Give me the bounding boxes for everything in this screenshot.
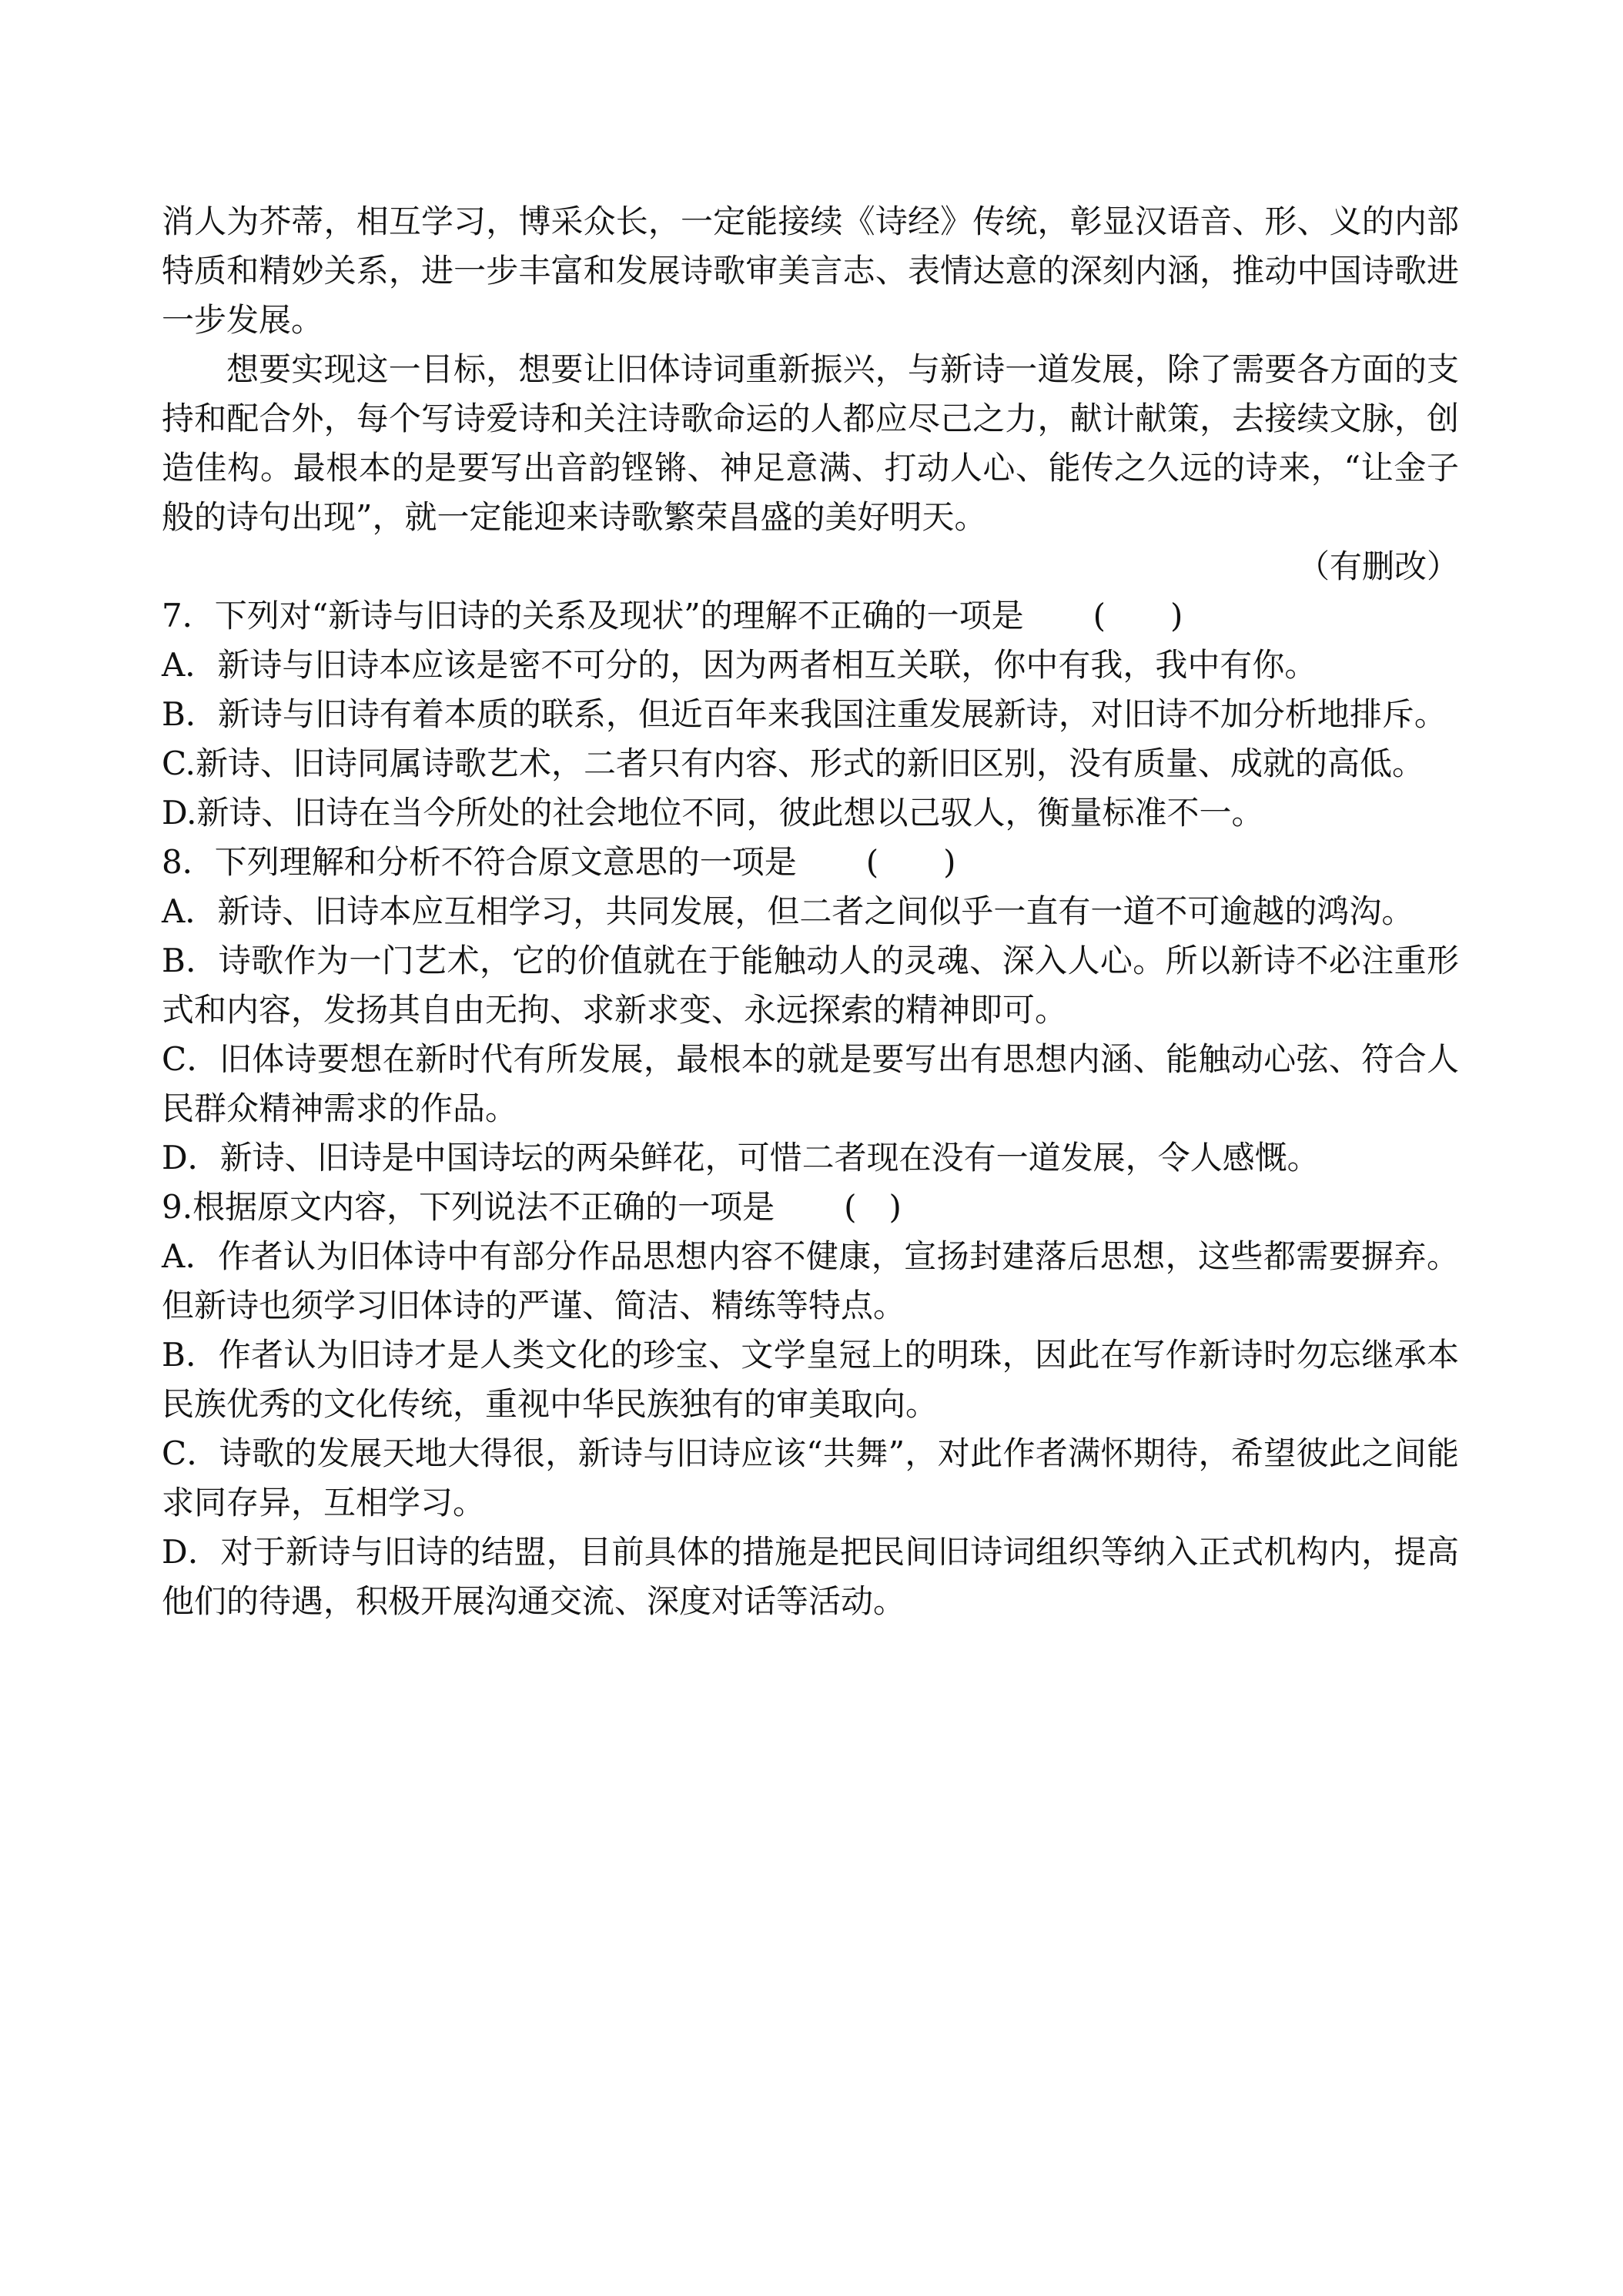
question-stem: [162, 591, 1459, 641]
page-content: [162, 197, 1459, 1626]
option-c: C．诗歌的发展天地大得很，新诗与旧诗应该“共舞”，对此作者满怀期待，希望彼此之间能求同存异，互相学习。: [162, 1434, 1459, 1521]
answer-paren: ( ): [865, 843, 956, 881]
question-stem-text: 7．下列对“新诗与旧诗的关系及现状”的理解不正确的一项是: [162, 597, 1024, 634]
option-c: C.新诗、旧诗同属诗歌艺术，二者只有内容、形式的新旧区别，没有质量、成就的高低。: [162, 745, 1424, 782]
question-stem: [162, 1183, 1459, 1232]
question-stem-text: 9.根据原文内容，下列说法不正确的一项是: [162, 1188, 775, 1226]
option-d: D．新诗、旧诗是中国诗坛的两朵鲜花，可惜二者现在没有一道发展，令人感慨。: [162, 1139, 1320, 1176]
answer-paren: ( ): [1093, 597, 1183, 634]
option-d: D.新诗、旧诗在当今所处的社会地位不同，彼此想以己驭人，衡量标准不一。: [162, 794, 1264, 832]
option-a: A．新诗、旧诗本应互相学习，共同发展，但二者之间似乎一直有一道不可逾越的鸿沟。: [162, 892, 1414, 930]
option-b: B．作者认为旧诗才是人类文化的珍宝、文学皇冠上的明珠，因此在写作新诗时勿忘继承本民族优秀的文化传统，重视中华民族独有的审美取向。: [162, 1336, 1459, 1423]
question-9: [162, 1183, 1459, 1626]
option-d: D．对于新诗与旧诗的结盟，目前具体的措施是把民间旧诗词组织等纳入正式机构内，提高他们的待遇，积极开展沟通交流、深度对话等活动。: [162, 1533, 1459, 1620]
question-8: [162, 838, 1459, 1183]
option-c: C．旧体诗要想在新时代有所发展，最根本的就是要写出有思想内涵、能触动心弦、符合人民群众精神需求的作品。: [162, 1040, 1459, 1127]
answer-paren: ( ): [844, 1188, 902, 1226]
passage-paragraph-1: 消人为芥蒂，相互学习，博采众长，一定能接续《诗经》传统，彰显汉语音、形、义的内部特质和精妙关系，进一步丰富和发展诗歌审美言志、表情达意的深刻内涵，推动中国诗歌进一步发展。: [162, 202, 1459, 339]
option-b: B．诗歌作为一门艺术，它的价值就在于能触动人的灵魂、深入人心。所以新诗不必注重形式和内容，发扬其自由无拘、求新求变、永远探索的精神即可。: [162, 942, 1459, 1029]
question-stem-text: 8．下列理解和分析不符合原文意思的一项是: [162, 843, 797, 881]
option-a: A．新诗与旧诗本应该是密不可分的，因为两者相互关联，你中有我，我中有你。: [162, 646, 1317, 684]
question-stem: [162, 838, 1459, 887]
option-b: B．新诗与旧诗有着本质的联系，但近百年来我国注重发展新诗，对旧诗不加分析地排斥。: [162, 695, 1447, 733]
option-a: A．作者认为旧体诗中有部分作品思想内容不健康，宣扬封建落后思想，这些都需要摒弃。但新诗也须学习旧体诗的严谨、简洁、精练等特点。: [162, 1237, 1459, 1324]
source-note: （有删改）: [1297, 547, 1459, 585]
passage-paragraph-2: 想要实现这一目标，想要让旧体诗词重新振兴，与新诗一道发展，除了需要各方面的支持和配合外，每个写诗爱诗和关注诗歌命运的人都应尽己之力，献计献策，去接续文脉，创造佳构。最根本的是要写出音韵铿锵、神足意满、打动人心、能传之久远的诗来，“让金子般的诗句出现”，就一定能迎来诗歌繁荣昌盛的美好明天。: [162, 350, 1459, 536]
question-7: [162, 591, 1459, 838]
